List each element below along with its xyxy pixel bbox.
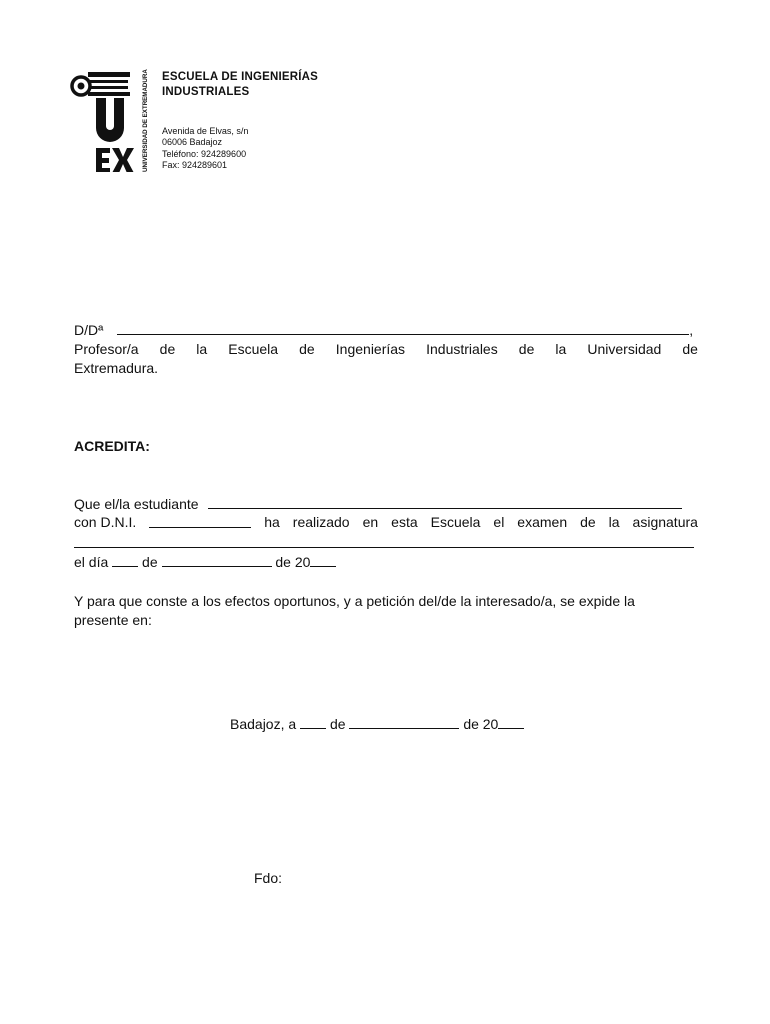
address-line1: Avenida de Elvas, s/n: [162, 126, 249, 136]
profesor-line2: Extremadura.: [74, 360, 159, 376]
dni-blank-field[interactable]: [149, 513, 251, 528]
profesor-line1: [74, 340, 698, 359]
exam-year-blank-field[interactable]: [310, 552, 336, 567]
issue-day-blank-field[interactable]: [300, 714, 326, 729]
student-name-blank-field[interactable]: [208, 494, 682, 509]
profesor-word: de: [518, 341, 535, 357]
consta-paragraph: [74, 592, 635, 630]
dda-trailing: ,: [689, 322, 694, 338]
subject-line: [74, 533, 694, 553]
student-label: Que el/la estudiante: [74, 496, 199, 512]
dni-word: realizado: [292, 514, 350, 530]
dni-word: asignatura: [632, 514, 698, 530]
exam-day-blank-field[interactable]: [112, 552, 138, 567]
school-name-line2: INDUSTRIALES: [162, 85, 250, 98]
acredita-heading: ACREDITA:: [74, 438, 150, 454]
dni-label: con D.N.I.: [74, 514, 137, 530]
uex-logo-icon: [70, 68, 154, 172]
issue-month-blank-field[interactable]: [349, 714, 459, 729]
dni-word: examen: [517, 514, 568, 530]
name-blank-field[interactable]: [117, 320, 689, 335]
profesor-word: de: [299, 341, 315, 357]
issue-year-blank-field[interactable]: [498, 714, 524, 729]
profesor-paragraph: [74, 340, 698, 378]
dni-word: de: [580, 514, 596, 530]
profesor-word: Universidad: [587, 341, 662, 357]
exam-date-line: [74, 552, 336, 572]
address-line2: 06006 Badajoz: [162, 137, 223, 148]
profesor-word: la: [555, 341, 567, 357]
date-de1: de: [142, 554, 158, 570]
date-de2: de 20: [275, 554, 311, 570]
dni-word: la: [608, 514, 620, 530]
exam-month-blank-field[interactable]: [162, 552, 272, 567]
profesor-word: Ingenierías: [335, 341, 406, 357]
dni-word: el: [493, 514, 505, 530]
dni-word: esta: [391, 514, 418, 530]
subject-blank-field[interactable]: [74, 533, 694, 548]
dni-word: en: [362, 514, 379, 530]
signature-label: Fdo:: [254, 870, 283, 886]
dda-label: D/Dª: [74, 322, 104, 338]
school-address: [162, 126, 248, 172]
dni-word: ha: [264, 514, 280, 530]
fax: Fax: 924289601: [162, 160, 228, 171]
profesor-word: de: [682, 341, 698, 357]
school-name-line1: ESCUELA DE INGENIERÍAS: [162, 71, 319, 83]
school-name: [162, 70, 318, 99]
dni-paragraph: [74, 513, 698, 532]
dda-line: [74, 320, 693, 340]
profesor-word: Profesor/a: [74, 341, 139, 357]
consta-line2: presente en:: [74, 612, 152, 628]
consta-line1: Y para que conste a los efectos oportunos, y a petición del/de la interesado/a, se expide la: [74, 593, 635, 609]
date-el-dia: el día: [74, 554, 109, 570]
logo-side-text: UNIVERSIDAD DE EXTREMADURA: [142, 69, 149, 172]
place-prefix: Badajoz, a: [230, 716, 297, 732]
profesor-word: de: [159, 341, 176, 357]
phone: Teléfono: 924289600: [162, 148, 247, 159]
dni-line: [74, 513, 698, 532]
student-line: [74, 494, 682, 514]
profesor-word: Escuela: [228, 341, 279, 357]
profesor-word: la: [196, 341, 208, 357]
place-date-line: [230, 714, 524, 734]
profesor-word: Industriales: [426, 341, 498, 357]
place-de2: de 20: [463, 716, 499, 732]
place-de1: de: [329, 716, 346, 732]
dni-word: Escuela: [430, 514, 481, 530]
